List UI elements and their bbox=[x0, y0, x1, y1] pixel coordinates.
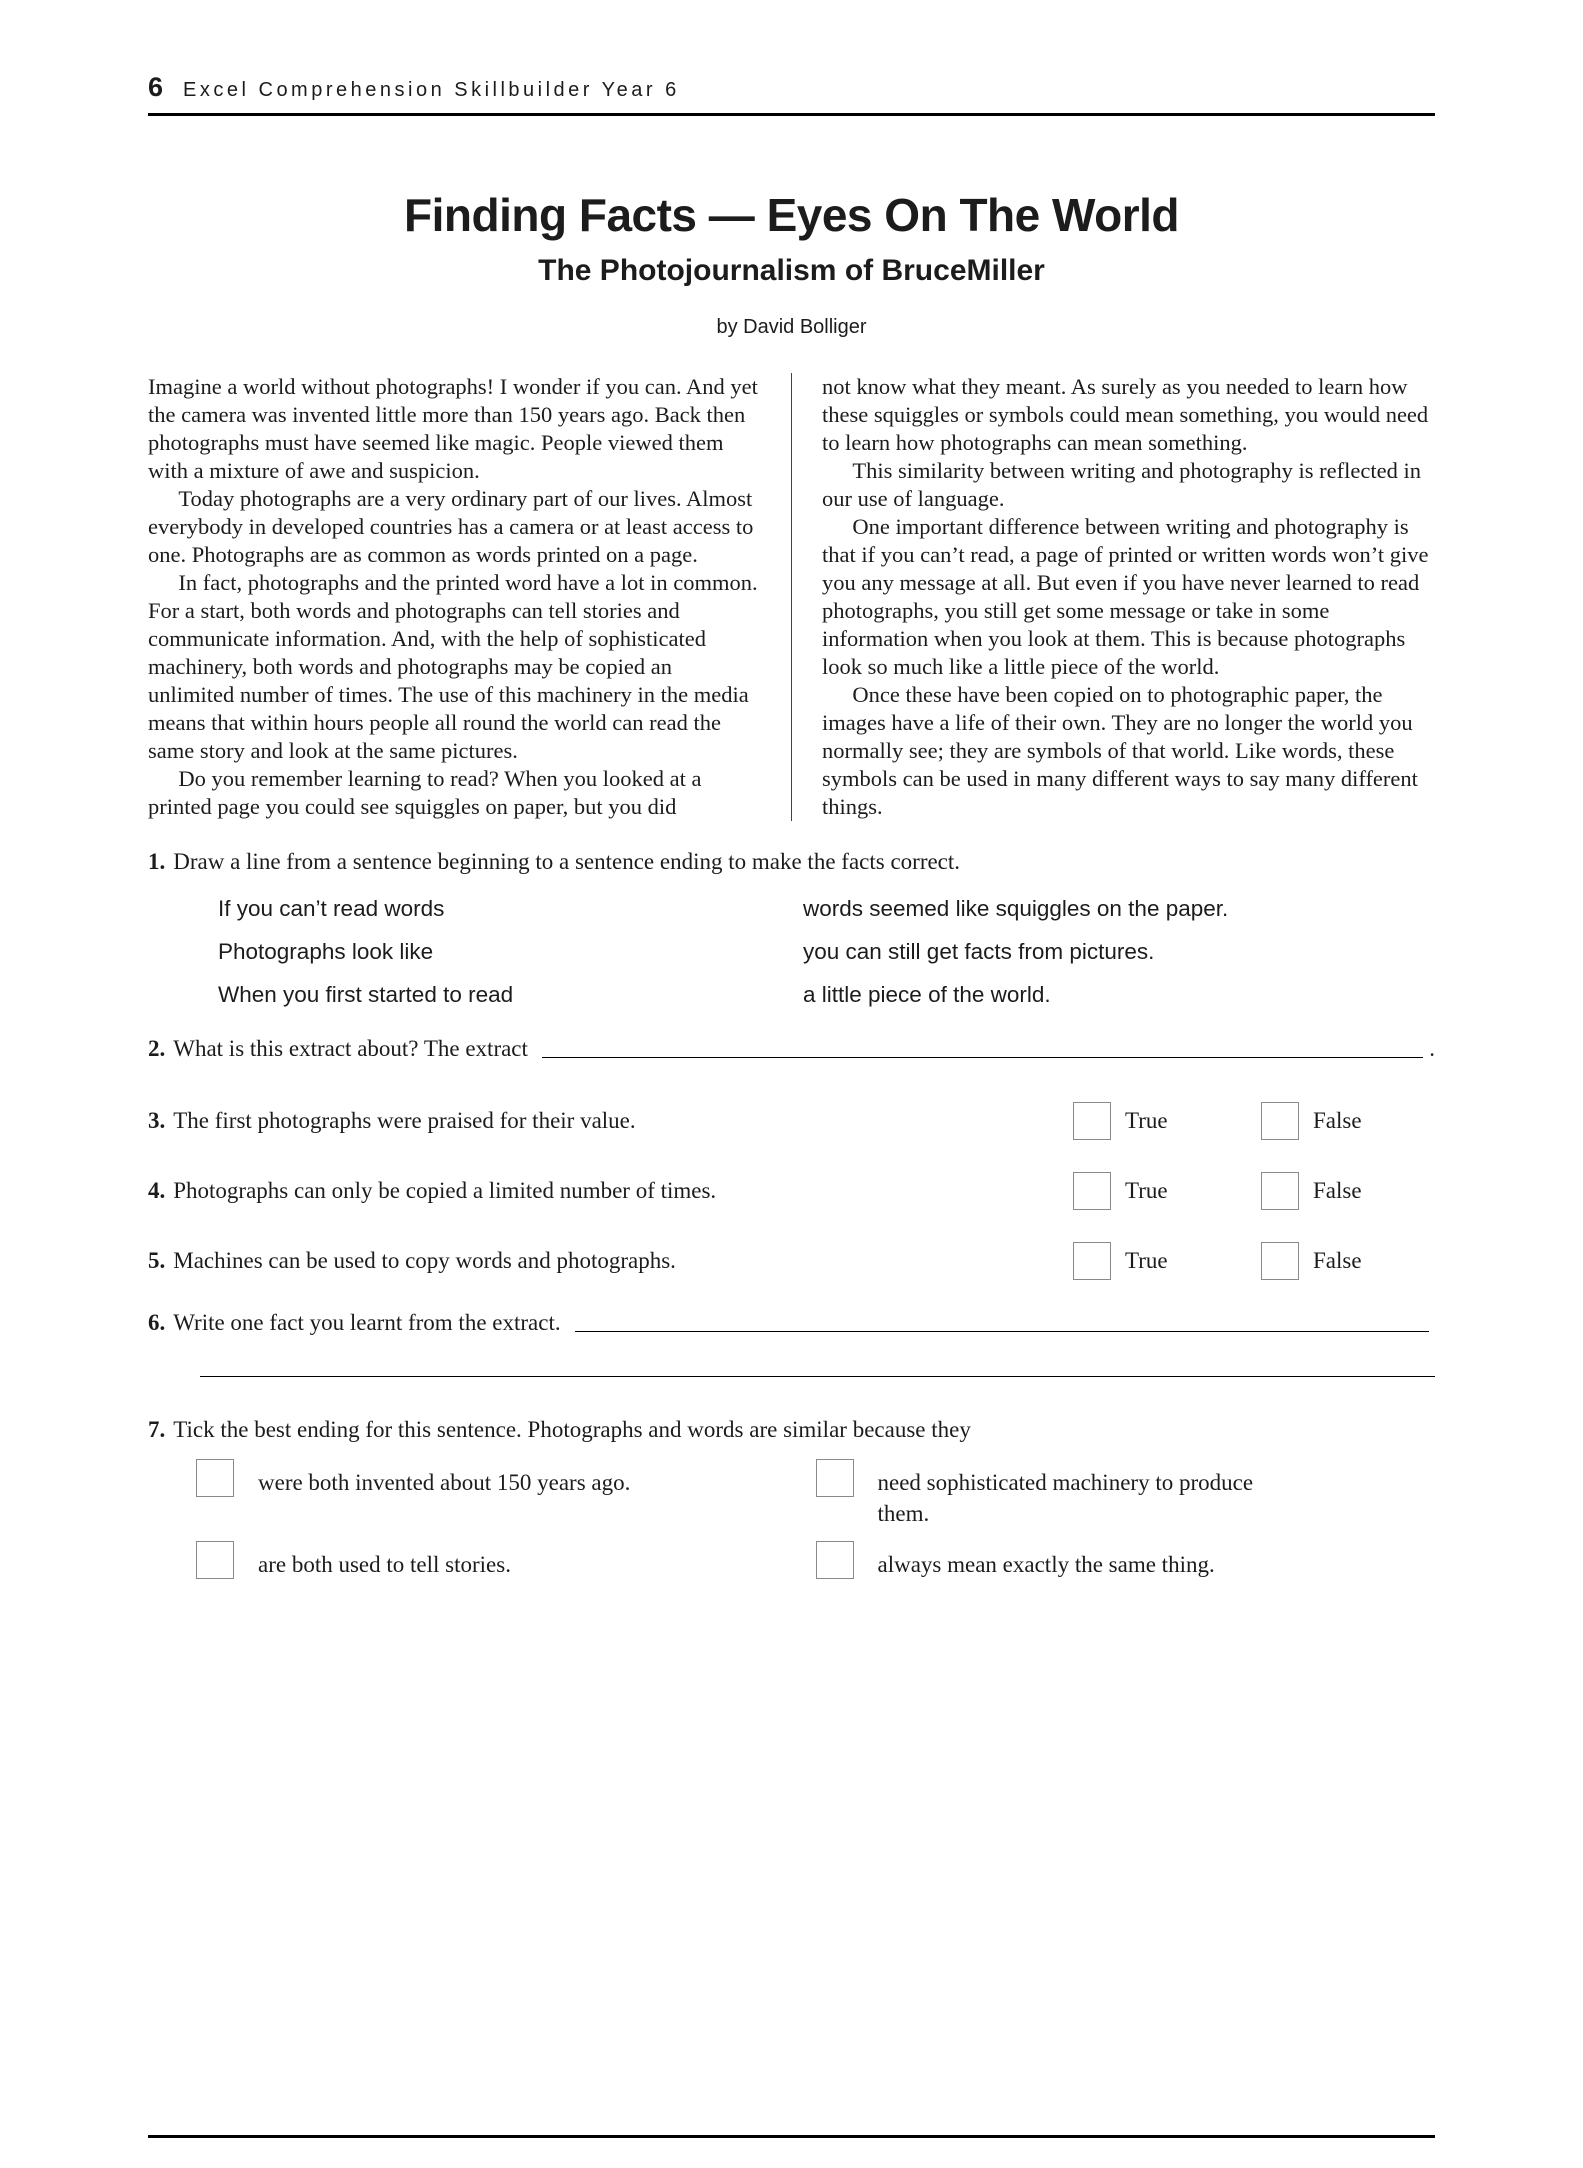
q7-option-3-checkbox[interactable] bbox=[196, 1541, 234, 1579]
question-1-text: Draw a line from a sentence beginning to a sentence ending to make the facts correct. bbox=[173, 849, 961, 874]
question-6 bbox=[148, 1310, 1435, 1336]
article-paragraph: Do you remember learning to read? When you looked at a printed page you could see squiggles on paper, but you did bbox=[148, 766, 702, 819]
false-option bbox=[1261, 1172, 1435, 1210]
false-label: False bbox=[1313, 1108, 1362, 1133]
true-option bbox=[1073, 1242, 1261, 1280]
question-7-text: Tick the best ending for this sentence. Photographs and words are similar because they bbox=[173, 1417, 971, 1442]
article-byline: by David Bolliger bbox=[716, 316, 867, 338]
question-6-number: 6. bbox=[148, 1310, 166, 1335]
q7-option-1-checkbox[interactable] bbox=[196, 1459, 234, 1497]
q3-true-checkbox[interactable] bbox=[1073, 1102, 1111, 1140]
answer-line[interactable] bbox=[200, 1376, 1435, 1377]
question-5-number: 5. bbox=[148, 1248, 166, 1273]
question-1 bbox=[148, 849, 1435, 1016]
q7-option-2-checkbox[interactable] bbox=[816, 1459, 854, 1497]
q7-option-3-label: are both used to tell stories. bbox=[258, 1552, 511, 1577]
q7-option-2-label: need sophisticated machinery to produce them. bbox=[877, 1470, 1254, 1526]
answer-line[interactable] bbox=[542, 1057, 1423, 1058]
false-label: False bbox=[1313, 1178, 1362, 1203]
article-left-column bbox=[148, 373, 791, 821]
article-paragraph: not know what they meant. As surely as you needed to learn how these squiggles or symbols could mean something, you would need to learn how photographs can mean something. bbox=[822, 374, 1429, 455]
q7-option-3 bbox=[196, 1549, 816, 1580]
question-5-controls bbox=[1073, 1242, 1435, 1280]
question-4-controls bbox=[1073, 1172, 1435, 1210]
question-6-label bbox=[148, 1310, 561, 1336]
question-4-text: Photographs can only be copied a limited number of times. bbox=[173, 1178, 717, 1203]
page-number: 6 bbox=[148, 72, 164, 102]
match-beginning-item[interactable]: Photographs look like bbox=[218, 939, 434, 964]
question-1-number: 1. bbox=[148, 849, 166, 874]
article-body bbox=[148, 373, 1435, 821]
true-option bbox=[1073, 1172, 1261, 1210]
question-2 bbox=[148, 1036, 1435, 1062]
q3-false-checkbox[interactable] bbox=[1261, 1102, 1299, 1140]
article-title: Finding Facts — Eyes On The World bbox=[404, 189, 1179, 241]
true-label: True bbox=[1125, 1178, 1168, 1203]
questions-section bbox=[148, 849, 1435, 1580]
question-5-label bbox=[148, 1248, 1073, 1274]
q7-option-1 bbox=[196, 1467, 816, 1529]
footer-rule bbox=[148, 2135, 1435, 2138]
false-option bbox=[1261, 1242, 1435, 1280]
article-paragraph: Today photographs are a very ordinary part of our lives. Almost everybody in developed countries has a camera or at least access to one. Photographs are as common as words printed on a page. bbox=[148, 486, 754, 567]
q7-option-1-label: were both invented about 150 years ago. bbox=[258, 1470, 631, 1495]
match-ending-item[interactable]: words seemed like squiggles on the paper. bbox=[803, 896, 1229, 921]
header-rule bbox=[148, 113, 1435, 116]
question-3-label bbox=[148, 1108, 1073, 1134]
answer-line[interactable] bbox=[575, 1331, 1429, 1332]
q7-option-2 bbox=[816, 1467, 1436, 1529]
article-paragraph: This similarity between writing and photography is reflected in our use of language. bbox=[822, 458, 1421, 511]
true-label: True bbox=[1125, 1108, 1168, 1133]
question-3-number: 3. bbox=[148, 1108, 166, 1133]
question-5-text: Machines can be used to copy words and photographs. bbox=[173, 1248, 676, 1273]
article-paragraph: In fact, photographs and the printed word have a lot in common. For a start, both words and photographs can tell stories and communicate information. And, with the help of sophisticated machinery, both words and photographs may be copied an unlimited number of times. The use of this machinery in the media means that within hours people all round the world can read the same story and look at the same pictures. bbox=[148, 570, 758, 763]
question-7-options bbox=[196, 1467, 1435, 1580]
article-paragraph: One important difference between writing and photography is that if you can’t read, a page of printed or written words won’t give you any message at all. But even if you have never learned to read photographs, you still get some message or take in some information when you look at them. This is because photographs look so much like a little piece of the world. bbox=[822, 514, 1429, 679]
match-ending-item[interactable]: you can still get facts from pictures. bbox=[803, 939, 1155, 964]
article-right-column bbox=[792, 373, 1435, 821]
q7-option-4 bbox=[816, 1549, 1436, 1580]
match-beginnings-column bbox=[218, 887, 803, 1016]
question-3-text: The first photographs were praised for their value. bbox=[173, 1108, 636, 1133]
question-5 bbox=[148, 1242, 1435, 1280]
match-endings-column bbox=[803, 887, 1435, 1016]
question-4 bbox=[148, 1172, 1435, 1210]
match-ending-item[interactable]: a little piece of the world. bbox=[803, 982, 1051, 1007]
q4-true-checkbox[interactable] bbox=[1073, 1172, 1111, 1210]
question-3 bbox=[148, 1102, 1435, 1140]
question-7-number: 7. bbox=[148, 1417, 166, 1442]
q7-option-4-label: always mean exactly the same thing. bbox=[877, 1552, 1215, 1577]
question-4-label bbox=[148, 1178, 1073, 1204]
question-6-text: Write one fact you learnt from the extract. bbox=[173, 1310, 561, 1335]
true-option bbox=[1073, 1102, 1261, 1140]
question-7 bbox=[148, 1417, 1435, 1580]
running-header bbox=[148, 72, 1435, 103]
question-3-controls bbox=[1073, 1102, 1435, 1140]
article-paragraph: Imagine a world without photographs! I wonder if you can. And yet the camera was invented little more than 150 years ago. Back then photographs must have seemed like magic. People viewed them with a mixture of awe and suspicion. bbox=[148, 374, 758, 483]
question-4-number: 4. bbox=[148, 1178, 166, 1203]
q5-true-checkbox[interactable] bbox=[1073, 1242, 1111, 1280]
book-title: Excel Comprehension Skillbuilder Year 6 bbox=[183, 79, 680, 101]
question-2-label bbox=[148, 1036, 528, 1062]
question-2-suffix: . bbox=[1429, 1036, 1435, 1061]
question-2-text: What is this extract about? The extract bbox=[173, 1036, 528, 1061]
q4-false-checkbox[interactable] bbox=[1261, 1172, 1299, 1210]
q7-option-4-checkbox[interactable] bbox=[816, 1541, 854, 1579]
match-beginning-item[interactable]: When you first started to read bbox=[218, 982, 514, 1007]
false-label: False bbox=[1313, 1248, 1362, 1273]
q5-false-checkbox[interactable] bbox=[1261, 1242, 1299, 1280]
question-2-number: 2. bbox=[148, 1036, 166, 1061]
match-beginning-item[interactable]: If you can’t read words bbox=[218, 896, 445, 921]
true-label: True bbox=[1125, 1248, 1168, 1273]
article-subtitle: The Photojournalism of BruceMiller bbox=[538, 254, 1045, 287]
matching-exercise bbox=[218, 887, 1435, 1016]
article-paragraph: Once these have been copied on to photographic paper, the images have a life of their own. They are no longer the world you normally see; they are symbols of that world. Like words, these symbols can be used in many different ways to say many different things. bbox=[822, 682, 1418, 819]
false-option bbox=[1261, 1102, 1435, 1140]
